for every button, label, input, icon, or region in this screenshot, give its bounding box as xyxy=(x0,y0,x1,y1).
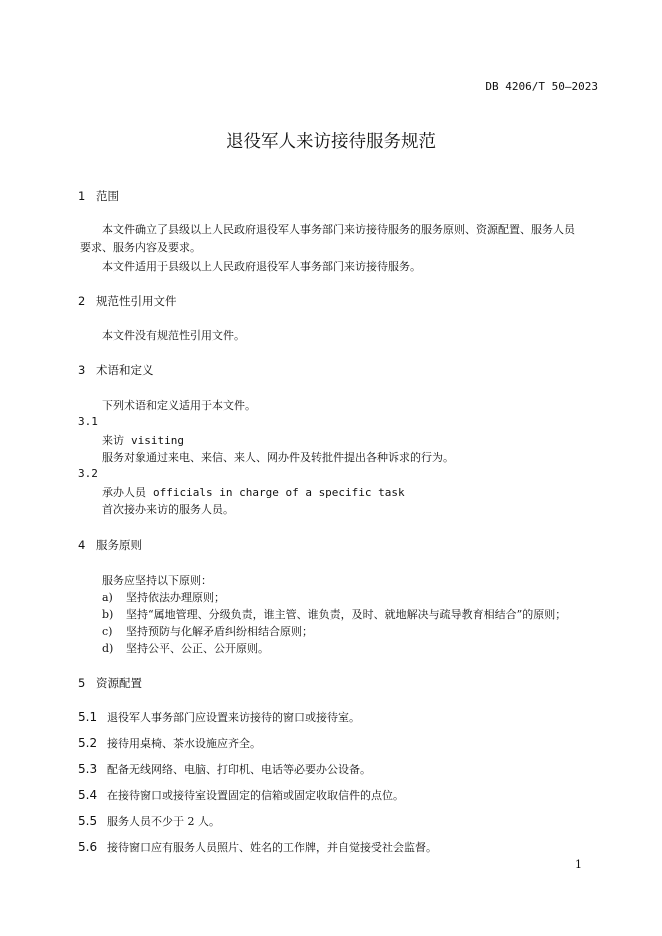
list-label: a) xyxy=(102,591,113,604)
clause xyxy=(78,813,220,829)
clause-number: 5.1 xyxy=(78,710,98,724)
clause-text: 在接待窗口或接待室设置固定的信箱或固定收取信件的点位。 xyxy=(107,789,404,802)
section-number: 3 xyxy=(78,363,86,377)
section-heading-scope xyxy=(78,188,119,204)
clause-text: 服务人员不少于 2 人。 xyxy=(107,815,220,828)
document-title: 退役军人来访接待服务规范 xyxy=(226,132,436,152)
list-text: 坚持公平、公正、公开原则。 xyxy=(126,642,269,655)
clause-text: 接待用桌椅、茶水设施应齐全。 xyxy=(107,737,261,750)
term-definition: 服务对象通过来电、来信、来人、网办件及转批件提出各种诉求的行为。 xyxy=(102,451,454,464)
clause-text: 退役军人事务部门应设置来访接待的窗口或接待室。 xyxy=(107,711,360,724)
list-text: 坚持“属地管理、分级负责，谁主管、谁负责，及时、就地解决与疏导教育相结合”的原则； xyxy=(126,608,567,621)
section-heading-terms xyxy=(78,362,154,378)
section-title: 术语和定义 xyxy=(96,363,154,377)
clause-number: 5.4 xyxy=(78,788,98,802)
section-title: 范围 xyxy=(96,189,119,203)
clause xyxy=(78,709,360,725)
paragraph: 本文件没有规范性引用文件。 xyxy=(102,329,245,342)
section-number: 4 xyxy=(78,538,86,552)
paragraph: 服务应坚持以下原则： xyxy=(102,574,212,587)
section-number: 1 xyxy=(78,189,86,203)
section-number: 2 xyxy=(78,294,86,308)
section-number: 5 xyxy=(78,676,86,690)
clause xyxy=(78,839,437,855)
clause-number: 5.6 xyxy=(78,840,98,854)
clause xyxy=(78,787,404,803)
clause-number: 5.3 xyxy=(78,762,98,776)
clause xyxy=(78,735,261,751)
section-title: 资源配置 xyxy=(96,676,142,690)
section-title: 服务原则 xyxy=(96,538,142,552)
clause-number: 5.5 xyxy=(78,814,98,828)
document-number: DB 4206/T 50—2023 xyxy=(485,80,598,93)
list-label: d) xyxy=(102,642,114,655)
term-en: officials in charge of a specific task xyxy=(153,486,405,499)
paragraph: 本文件适用于县级以上人民政府退役军人事务部门来访接待服务。 xyxy=(102,260,421,273)
list-label: b) xyxy=(102,608,114,621)
term-zh: 来访 xyxy=(102,434,124,447)
term-en: visiting xyxy=(131,434,184,447)
clause xyxy=(78,761,371,777)
section-heading-normative-references xyxy=(78,293,177,309)
term-entry xyxy=(102,484,405,500)
clause-text: 配备无线网络、电脑、打印机、电话等必要办公设备。 xyxy=(107,763,371,776)
section-title: 规范性引用文件 xyxy=(96,294,177,308)
section-heading-principles xyxy=(78,537,142,553)
page-number: 1 xyxy=(575,858,582,871)
term-number: 3.2 xyxy=(78,467,98,480)
list-item xyxy=(102,589,225,605)
paragraph: 下列术语和定义适用于本文件。 xyxy=(102,399,256,412)
term-definition: 首次接办来访的服务人员。 xyxy=(102,503,234,516)
paragraph: 本文件确立了县级以上人民政府退役军人事务部门来访接待服务的服务原则、资源配置、服务人员 xyxy=(102,223,575,236)
paragraph: 要求、服务内容及要求。 xyxy=(80,241,201,254)
clause-number: 5.2 xyxy=(78,736,98,750)
list-item xyxy=(102,640,269,656)
term-entry xyxy=(102,432,184,448)
list-item xyxy=(102,623,313,639)
section-heading-resources xyxy=(78,675,142,691)
list-text: 坚持预防与化解矛盾纠纷相结合原则； xyxy=(126,625,313,638)
list-item xyxy=(102,606,566,622)
list-label: c) xyxy=(102,625,113,638)
clause-text: 接待窗口应有服务人员照片、姓名的工作牌，并自觉接受社会监督。 xyxy=(107,841,437,854)
list-text: 坚持依法办理原则； xyxy=(126,591,225,604)
term-number: 3.1 xyxy=(78,415,98,428)
term-zh: 承办人员 xyxy=(102,486,146,499)
